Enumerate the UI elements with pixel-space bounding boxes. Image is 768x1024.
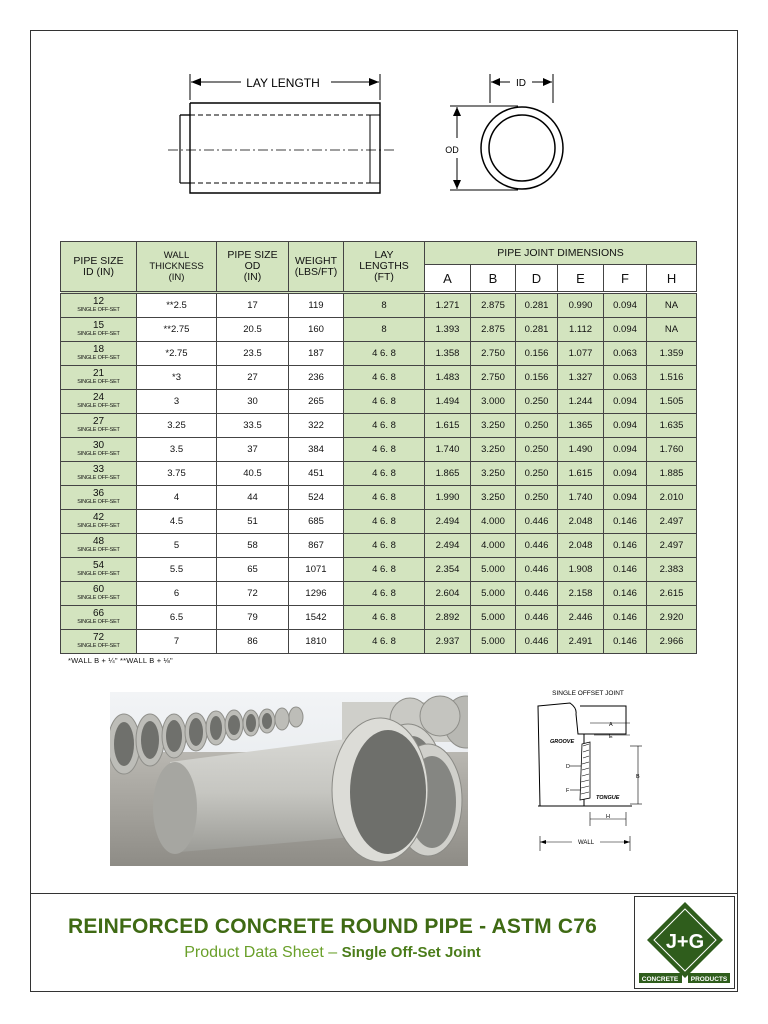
pipe-size-value: 27: [92, 416, 105, 427]
dim-label-d: D: [566, 764, 570, 770]
cell-e: 1.365: [558, 414, 604, 438]
cell-d: 0.250: [516, 486, 558, 510]
cell-f: 0.094: [604, 438, 647, 462]
cell-a: 1.494: [425, 390, 471, 414]
cell-b: 3.250: [471, 462, 516, 486]
cell-wt: 187: [289, 342, 344, 366]
cell-lay: 4 6. 8: [344, 390, 425, 414]
cell-d: 0.446: [516, 558, 558, 582]
cell-d: 0.281: [516, 293, 558, 318]
cell-wall: 4.5: [137, 510, 217, 534]
logo-left-text: CONCRETE: [641, 976, 679, 983]
cell-b: 5.000: [471, 606, 516, 630]
table-row: [61, 558, 697, 582]
cell-b: 5.000: [471, 558, 516, 582]
cell-h: 1.635: [647, 414, 697, 438]
cell-wall: **2.75: [137, 318, 217, 342]
cell-h: NA: [647, 293, 697, 318]
cell-wt: 236: [289, 366, 344, 390]
cell-lay: 4 6. 8: [344, 414, 425, 438]
cell-wt: 1810: [289, 630, 344, 654]
cell-od: 51: [217, 510, 289, 534]
cell-e: 1.077: [558, 342, 604, 366]
cell-h: 2.383: [647, 558, 697, 582]
table-row: [61, 366, 697, 390]
table-row: [61, 342, 697, 366]
cell-wall: 6: [137, 582, 217, 606]
page-title: REINFORCED CONCRETE ROUND PIPE - ASTM C76: [68, 915, 597, 938]
table-row: [61, 462, 697, 486]
cell-od: 86: [217, 630, 289, 654]
cell-d: 0.446: [516, 606, 558, 630]
cell-od: 44: [217, 486, 289, 510]
cell-lay: 4 6. 8: [344, 510, 425, 534]
pipe-size-value: 15: [92, 320, 105, 331]
cell-wall: 5.5: [137, 558, 217, 582]
cell-b: 2.750: [471, 366, 516, 390]
header-col-f: F: [604, 265, 647, 293]
cell-lay: 4 6. 8: [344, 558, 425, 582]
cell-h: 1.760: [647, 438, 697, 462]
cell-d: 0.281: [516, 318, 558, 342]
cell-wt: 524: [289, 486, 344, 510]
cell-d: 0.250: [516, 390, 558, 414]
cell-f: 0.094: [604, 293, 647, 318]
table-row: [61, 486, 697, 510]
cell-e: 2.048: [558, 510, 604, 534]
cell-od: 30: [217, 390, 289, 414]
cell-wall: 3.5: [137, 438, 217, 462]
cell-pipe-size-id: [61, 582, 137, 606]
pipe-end-view-drawing: [438, 68, 578, 198]
cell-e: 1.740: [558, 486, 604, 510]
cell-d: 0.250: [516, 414, 558, 438]
cell-a: 1.740: [425, 438, 471, 462]
dim-label-b: B: [636, 774, 640, 780]
header-text: ID (IN): [83, 265, 114, 278]
cell-h: 1.516: [647, 366, 697, 390]
cell-b: 5.000: [471, 630, 516, 654]
cell-wt: 1296: [289, 582, 344, 606]
cell-wall: 3.25: [137, 414, 217, 438]
cell-wt: 265: [289, 390, 344, 414]
joint-diagram-title: SINGLE OFFSET JOINT: [552, 690, 624, 697]
cell-wall: 6.5: [137, 606, 217, 630]
cell-d: 0.250: [516, 438, 558, 462]
header-text: THICKNESS: [149, 261, 204, 272]
joint-type-note: SINGLE OFF-SET: [77, 379, 120, 385]
cell-a: 2.494: [425, 510, 471, 534]
cell-b: 3.000: [471, 390, 516, 414]
cell-a: 1.271: [425, 293, 471, 318]
joint-type-note: SINGLE OFF-SET: [77, 475, 120, 481]
joint-type-note: SINGLE OFF-SET: [77, 523, 120, 529]
cell-a: 2.937: [425, 630, 471, 654]
cell-b: 2.875: [471, 293, 516, 318]
header-text: OD: [244, 260, 261, 272]
joint-type-note: SINGLE OFF-SET: [77, 427, 120, 433]
single-offset-joint-diagram: [530, 686, 650, 856]
header-text: (FT): [374, 271, 394, 283]
header-text: (IN): [243, 271, 262, 283]
table-row: [61, 630, 697, 654]
cell-e: 1.112: [558, 318, 604, 342]
cell-a: 1.393: [425, 318, 471, 342]
cell-pipe-size-id: [61, 414, 137, 438]
cell-wt: 384: [289, 438, 344, 462]
cell-lay: 4 6. 8: [344, 534, 425, 558]
subtitle-plain: Product Data Sheet –: [184, 944, 342, 961]
cell-wall: *2.75: [137, 342, 217, 366]
cell-a: 1.358: [425, 342, 471, 366]
pipe-spec-table: [60, 241, 697, 654]
cell-lay: 4 6. 8: [344, 366, 425, 390]
header-pipe-size-id: [61, 242, 137, 293]
cell-wall: *3: [137, 366, 217, 390]
table-row: [61, 438, 697, 462]
dim-label-h: H: [606, 814, 610, 820]
cell-wall: 3.75: [137, 462, 217, 486]
cell-pipe-size-id: [61, 293, 137, 318]
header-col-a: A: [425, 265, 471, 293]
pipe-size-value: 54: [92, 560, 105, 571]
joint-type-note: SINGLE OFF-SET: [77, 547, 120, 553]
cell-h: 2.966: [647, 630, 697, 654]
header-col-b: B: [471, 265, 516, 293]
cell-od: 40.5: [217, 462, 289, 486]
cell-od: 20.5: [217, 318, 289, 342]
cell-lay: 4 6. 8: [344, 630, 425, 654]
header-text: WALL: [163, 250, 190, 261]
cell-h: 1.505: [647, 390, 697, 414]
cell-a: 1.483: [425, 366, 471, 390]
header-col-e: E: [558, 265, 604, 293]
wall-dim-label: WALL: [577, 840, 595, 846]
cell-d: 0.250: [516, 462, 558, 486]
cell-pipe-size-id: [61, 390, 137, 414]
cell-f: 0.146: [604, 630, 647, 654]
cell-f: 0.094: [604, 390, 647, 414]
cell-pipe-size-id: [61, 438, 137, 462]
cell-f: 0.094: [604, 486, 647, 510]
page-subtitle: [40, 944, 625, 962]
cell-e: 1.490: [558, 438, 604, 462]
pipe-size-value: 33: [92, 464, 105, 475]
dim-label-e: E: [609, 734, 613, 740]
cell-h: 2.920: [647, 606, 697, 630]
cell-wt: 1542: [289, 606, 344, 630]
cell-a: 1.990: [425, 486, 471, 510]
pipe-size-value: 21: [92, 368, 105, 379]
cell-wt: 867: [289, 534, 344, 558]
cell-od: 23.5: [217, 342, 289, 366]
cell-od: 27: [217, 366, 289, 390]
dim-label-a: A: [609, 722, 613, 728]
cell-lay: 8: [344, 293, 425, 318]
logo-mark-text: J+G: [665, 931, 705, 953]
logo-right-text: PRODUCTS: [690, 976, 728, 983]
cell-h: 2.010: [647, 486, 697, 510]
cell-od: 65: [217, 558, 289, 582]
header-text: (IN): [168, 272, 185, 283]
cell-pipe-size-id: [61, 342, 137, 366]
cell-f: 0.146: [604, 510, 647, 534]
cell-e: 1.244: [558, 390, 604, 414]
pipe-size-value: 42: [92, 512, 105, 523]
header-text: PIPE SIZE: [73, 254, 124, 267]
pipe-size-value: 12: [92, 296, 105, 307]
header-wall-thickness: [137, 242, 217, 293]
table-row: [61, 414, 697, 438]
company-logo: [634, 896, 735, 989]
tongue-label: TONGUE: [596, 795, 620, 801]
footer-divider: [30, 893, 738, 894]
cell-e: 2.491: [558, 630, 604, 654]
pipe-size-value: 66: [92, 608, 105, 619]
cell-pipe-size-id: [61, 534, 137, 558]
cell-b: 2.750: [471, 342, 516, 366]
cell-b: 3.250: [471, 414, 516, 438]
cell-a: 2.494: [425, 534, 471, 558]
cell-h: 2.615: [647, 582, 697, 606]
cell-e: 1.908: [558, 558, 604, 582]
header-text: (LBS/FT): [294, 265, 338, 278]
cell-b: 3.250: [471, 486, 516, 510]
cell-pipe-size-id: [61, 462, 137, 486]
cell-a: 1.615: [425, 414, 471, 438]
id-label: ID: [516, 78, 526, 89]
cell-a: 2.892: [425, 606, 471, 630]
cell-d: 0.446: [516, 582, 558, 606]
joint-type-note: SINGLE OFF-SET: [77, 595, 120, 601]
cell-h: NA: [647, 318, 697, 342]
joint-type-note: SINGLE OFF-SET: [77, 355, 120, 361]
table-row: [61, 606, 697, 630]
cell-wt: 685: [289, 510, 344, 534]
table-row: [61, 534, 697, 558]
joint-type-note: SINGLE OFF-SET: [77, 331, 120, 337]
cell-a: 1.865: [425, 462, 471, 486]
header-text: LENGTHS: [359, 260, 409, 272]
cell-b: 2.875: [471, 318, 516, 342]
header-col-h: H: [647, 265, 697, 293]
cell-b: 4.000: [471, 534, 516, 558]
cell-f: 0.094: [604, 462, 647, 486]
table-row: [61, 293, 697, 318]
cell-od: 37: [217, 438, 289, 462]
cell-pipe-size-id: [61, 606, 137, 630]
cell-b: 3.250: [471, 438, 516, 462]
cell-wall: 5: [137, 534, 217, 558]
pipe-size-value: 30: [92, 440, 105, 451]
subtitle-bold: Single Off-Set Joint: [341, 944, 481, 961]
cell-e: 2.158: [558, 582, 604, 606]
header-pipe-size-od: [217, 242, 289, 293]
table-row: [61, 318, 697, 342]
cell-f: 0.094: [604, 318, 647, 342]
cell-wt: 160: [289, 318, 344, 342]
cell-wall: 7: [137, 630, 217, 654]
cell-lay: 4 6. 8: [344, 582, 425, 606]
cell-wt: 451: [289, 462, 344, 486]
header-pipe-joint-dimensions: PIPE JOINT DIMENSIONS: [425, 242, 697, 265]
pipe-size-value: 72: [92, 632, 105, 643]
cell-od: 72: [217, 582, 289, 606]
joint-type-note: SINGLE OFF-SET: [77, 403, 120, 409]
cell-d: 0.446: [516, 534, 558, 558]
joint-type-note: SINGLE OFF-SET: [77, 499, 120, 505]
cell-pipe-size-id: [61, 558, 137, 582]
cell-pipe-size-id: [61, 630, 137, 654]
cell-d: 0.446: [516, 510, 558, 534]
pipe-side-view-drawing: [165, 68, 400, 203]
joint-type-note: SINGLE OFF-SET: [77, 451, 120, 457]
lay-length-label: LAY LENGTH: [246, 76, 320, 90]
cell-lay: 4 6. 8: [344, 462, 425, 486]
dim-label-f: F: [566, 788, 570, 794]
header-weight: [289, 242, 344, 293]
cell-h: 1.359: [647, 342, 697, 366]
cell-e: 0.990: [558, 293, 604, 318]
pipe-size-value: 60: [92, 584, 105, 595]
header-text: WEIGHT: [295, 254, 337, 267]
cell-f: 0.146: [604, 582, 647, 606]
cell-h: 1.885: [647, 462, 697, 486]
cell-h: 2.497: [647, 510, 697, 534]
cell-lay: 4 6. 8: [344, 486, 425, 510]
joint-type-note: SINGLE OFF-SET: [77, 619, 120, 625]
concrete-pipes-photo: [110, 692, 468, 866]
joint-type-note: SINGLE OFF-SET: [77, 643, 120, 649]
cell-wall: 3: [137, 390, 217, 414]
cell-f: 0.146: [604, 558, 647, 582]
table-row: [61, 390, 697, 414]
cell-e: 2.446: [558, 606, 604, 630]
cell-h: 2.497: [647, 534, 697, 558]
header-col-d: D: [516, 265, 558, 293]
cell-lay: 8: [344, 318, 425, 342]
cell-a: 2.354: [425, 558, 471, 582]
pipe-spec-rows: [61, 293, 697, 654]
cell-od: 58: [217, 534, 289, 558]
cell-wall: **2.5: [137, 293, 217, 318]
pipe-size-value: 48: [92, 536, 105, 547]
cell-f: 0.063: [604, 366, 647, 390]
cell-lay: 4 6. 8: [344, 438, 425, 462]
cell-d: 0.156: [516, 342, 558, 366]
cell-od: 17: [217, 293, 289, 318]
cell-d: 0.446: [516, 630, 558, 654]
cell-f: 0.063: [604, 342, 647, 366]
pipe-size-value: 36: [92, 488, 105, 499]
cell-pipe-size-id: [61, 486, 137, 510]
cell-wt: 1071: [289, 558, 344, 582]
joint-type-note: SINGLE OFF-SET: [77, 307, 120, 313]
cell-e: 1.327: [558, 366, 604, 390]
pipe-size-value: 24: [92, 392, 105, 403]
header-lay-lengths: [344, 242, 425, 293]
cell-od: 33.5: [217, 414, 289, 438]
company-logo-mark: [635, 897, 734, 988]
cell-e: 1.615: [558, 462, 604, 486]
od-label: OD: [445, 145, 459, 155]
cell-b: 4.000: [471, 510, 516, 534]
cell-pipe-size-id: [61, 510, 137, 534]
header-text: PIPE SIZE: [227, 249, 278, 261]
cell-f: 0.146: [604, 534, 647, 558]
joint-type-note: SINGLE OFF-SET: [77, 571, 120, 577]
cell-wall: 4: [137, 486, 217, 510]
cell-pipe-size-id: [61, 318, 137, 342]
cell-b: 5.000: [471, 582, 516, 606]
cell-pipe-size-id: [61, 366, 137, 390]
cell-a: 2.604: [425, 582, 471, 606]
table-row: [61, 582, 697, 606]
header-text: LAY: [374, 249, 394, 261]
cell-f: 0.146: [604, 606, 647, 630]
cell-od: 79: [217, 606, 289, 630]
cell-d: 0.156: [516, 366, 558, 390]
cell-wt: 119: [289, 293, 344, 318]
pipe-size-value: 18: [92, 344, 105, 355]
wall-footnote: *WALL B + ¼" **WALL B + ⅛": [68, 656, 173, 665]
table-row: [61, 510, 697, 534]
cell-wt: 322: [289, 414, 344, 438]
cell-e: 2.048: [558, 534, 604, 558]
groove-label: GROOVE: [550, 739, 575, 745]
cell-f: 0.094: [604, 414, 647, 438]
cell-lay: 4 6. 8: [344, 606, 425, 630]
cell-lay: 4 6. 8: [344, 342, 425, 366]
